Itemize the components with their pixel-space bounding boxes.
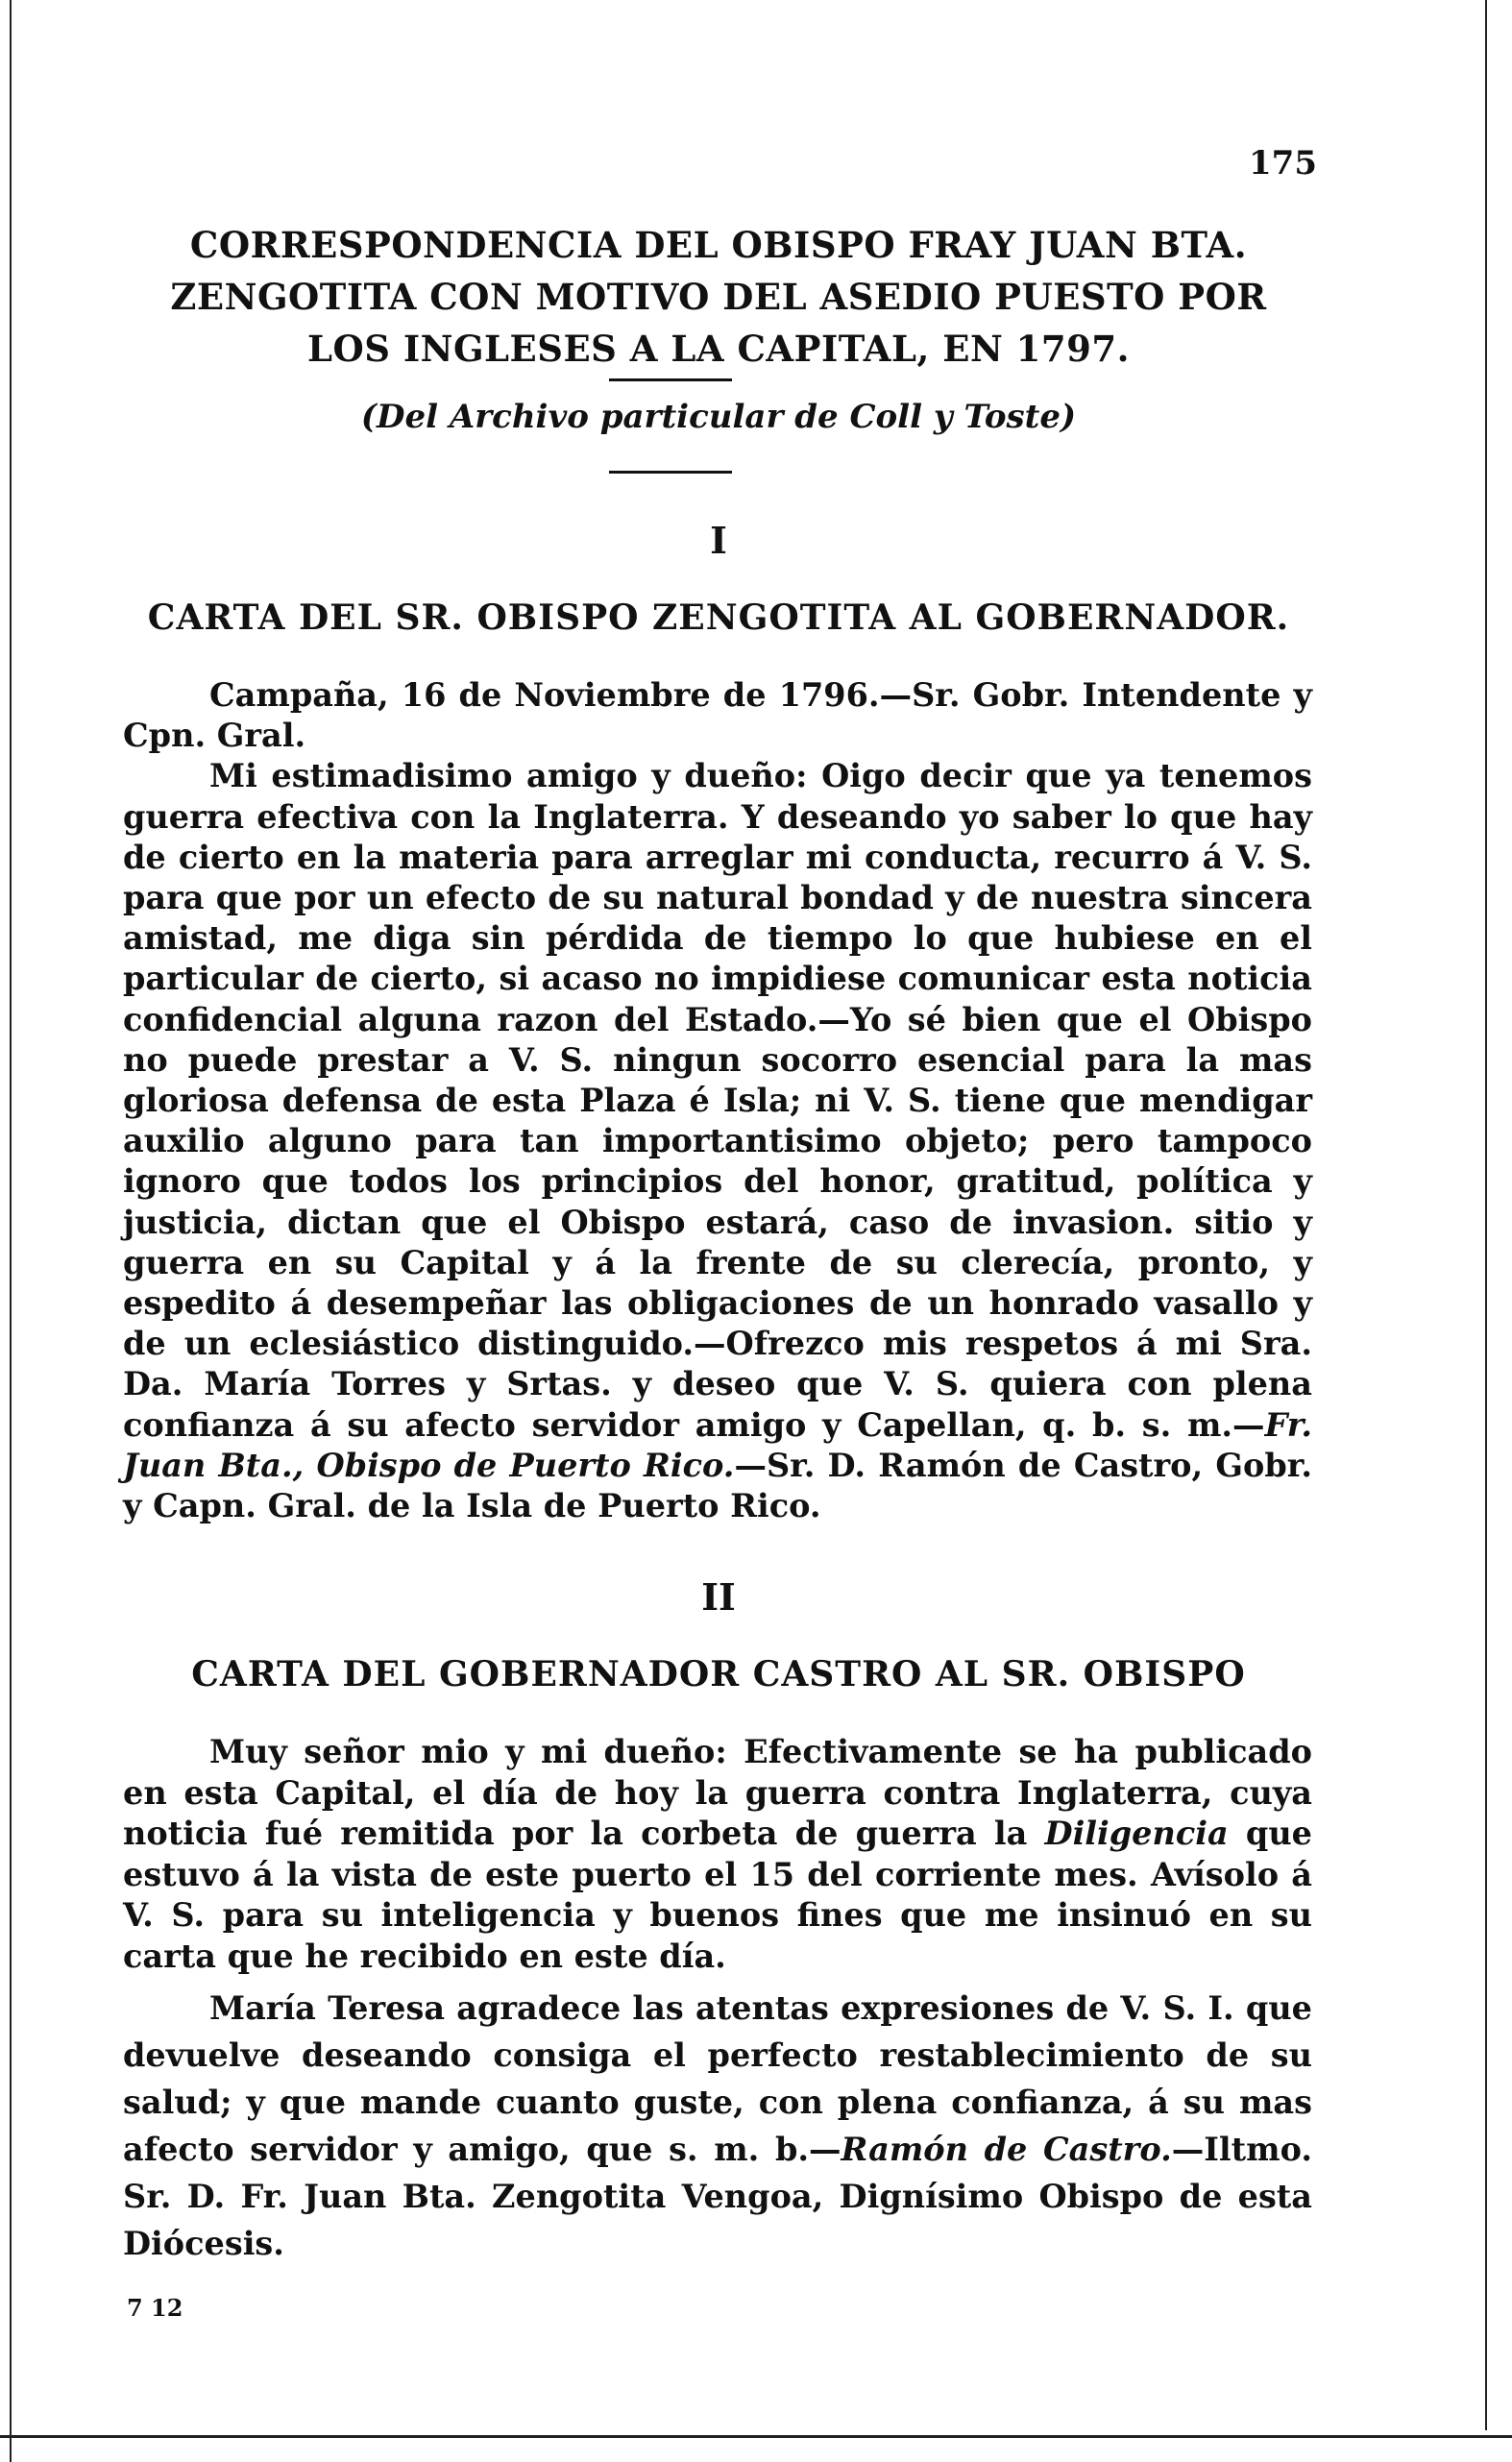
letter-1-signature: Fr. Juan Bta., Obispo de Puerto Rico.: [123, 1405, 1312, 1484]
page-number: 175: [1249, 144, 1317, 183]
section-1-numeral: I: [710, 519, 727, 562]
page-edge-bottom: [0, 2435, 1512, 2438]
page-edge-left: [10, 0, 12, 2462]
letter-2-p1-text-a: Muy señor mio y mi dueño: Efectivamente se ha publicado en esta Capital, el día de hoy la guerra contra Inglaterra, cuya noticia fué remitida por la corbeta de guerra la: [123, 1733, 1312, 1852]
letter-1-closing: —Sr. D. Ramón de Castro, Gobr. y Capn. Gral. de la Isla de Puerto Rico.: [123, 1446, 1312, 1525]
letter-1-opening: Campaña, 16 de Noviembre de 1796.—Sr. Gobr. Intendente y Cpn. Gral.: [123, 676, 1312, 755]
title-rule-top: [609, 378, 732, 381]
letter-2: [123, 1732, 1312, 2267]
title-rule-bottom: [609, 471, 732, 474]
letter-2-paragraph-2: [123, 1985, 1312, 2267]
letter-2-p2-text-a: María Teresa agradece las atentas expresiones de V. S. I. que devuelve deseando consiga el perfecto restablecimiento de su salud; y que mande cuanto guste, con plena confianza, á su mas afecto servidor y amigo, que s. m. b.—: [123, 1989, 1312, 2168]
page-edge-right: [1485, 0, 1487, 2430]
footer-signature-mark: 7 12: [127, 2294, 183, 2322]
ship-name: Diligencia: [1044, 1815, 1229, 1852]
letter-1-text: Mi estimadisimo amigo y dueño: Oigo decir que ya tenemos guerra efectiva con la Inglaterra. Y deseando yo saber lo que hay de cierto en la materia para arreglar mi conducta, recurro á V. S. para que por un efecto de su natural bondad y de nuestra sincera amistad, me diga sin pérdida de tiempo lo que hubiese en el particular de cierto, si acaso no impidiese comunicar esta noticia confidencial alguna razon del Estado.—Yo sé bien que el Obispo no puede prestar a V. S. ningun socorro esencial para la mas gloriosa defensa de esta Plaza é Isla; ni V. S. tiene que mendigar auxilio alguno para tan importantisimo objeto; pero tampoco ignoro que todos los principios del honor, gratitud, política y justicia, dictan que el Obispo estará, caso de invasion. sitio y guerra en su Capital y á la frente de su clerecía, pronto, y espedito á desempeñar las obligaciones de un honrado vasallo y de un eclesiástico distinguido.—Ofrezco mis respetos á mi Sra. Da. María Torres y Srtas. y deseo que V. S. quiera con plena confianza á su afecto servidor amigo y Capellan, q. b. s. m.—: [123, 757, 1312, 1444]
section-1-heading: CARTA DEL SR. OBISPO ZENGOTITA AL GOBERNADOR.: [147, 597, 1290, 638]
letter-1: [123, 675, 1312, 1526]
letter-2-paragraph-1: [123, 1732, 1312, 1977]
letter-1-body: [123, 756, 1312, 1526]
document-title: CORRESPONDENCIA DEL OBISPO FRAY JUAN BTA. ZENGOTITA CON MOTIVO DEL ASEDIO PUESTO POR LOS INGLESES A LA CAPITAL, EN 1797.: [170, 224, 1267, 370]
letter-2-signature: Ramón de Castro.: [841, 2131, 1172, 2168]
letter-2-p1-text-b: que estuvo á la vista de este puerto el 15 del corriente mes. Avísolo á V. S. para su inteligencia y buenos fines que me insinuó en su carta que he recibido en este día.: [123, 1815, 1312, 1975]
source-note: (Del Archivo particular de Coll y Toste): [360, 398, 1077, 436]
section-2-numeral: II: [701, 1575, 736, 1619]
section-2-heading: CARTA DEL GOBERNADOR CASTRO AL SR. OBISPO: [191, 1654, 1246, 1694]
letter-2-p2-text-b: —Iltmo. Sr. D. Fr. Juan Bta. Zengotita Vengoa, Dignísimo Obispo de esta Diócesis.: [123, 2131, 1312, 2262]
